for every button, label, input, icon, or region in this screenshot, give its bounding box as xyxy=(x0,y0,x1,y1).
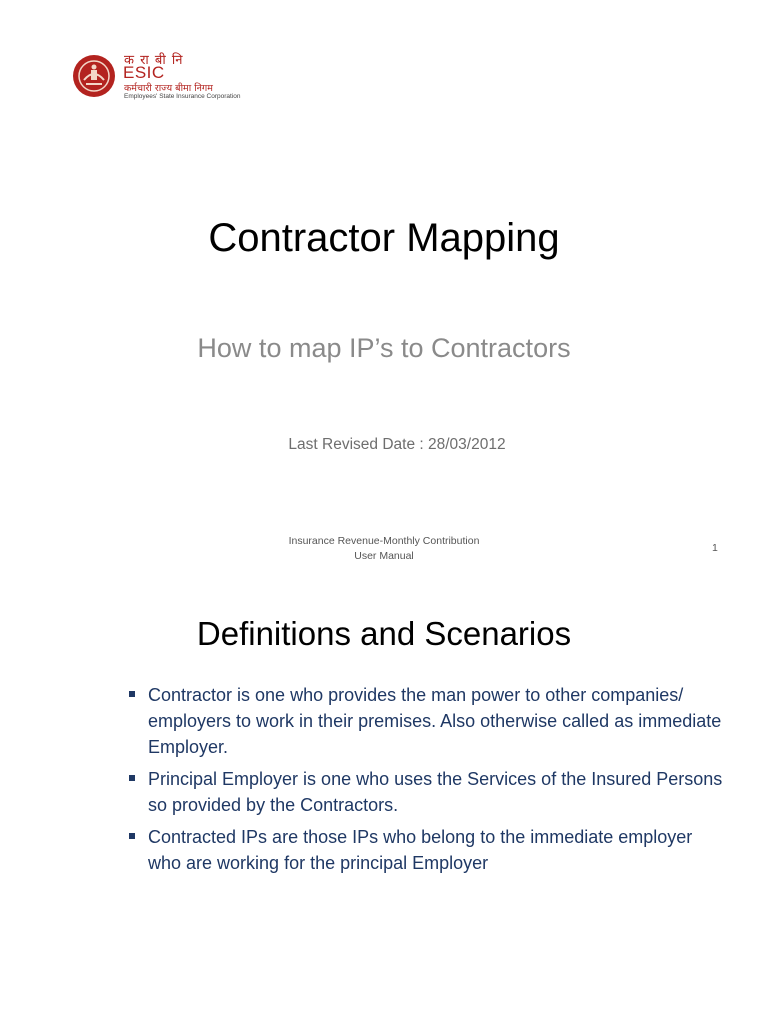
last-revised-date: Last Revised Date : 28/03/2012 xyxy=(288,436,506,453)
list-item-text: Contracted IPs are those IPs who belong to the immediate employer who are working for the principal Employer xyxy=(148,827,693,873)
list-item xyxy=(128,824,728,876)
slide-subtitle: How to map IP’s to Contractors xyxy=(197,333,571,363)
slide-2 xyxy=(0,590,768,1024)
esic-emblem-icon xyxy=(72,54,116,98)
square-bullet-icon xyxy=(129,833,135,839)
footer-line-2: User Manual xyxy=(354,550,414,562)
logo-hindi-name: कर्मचारी राज्य बीमा निगम xyxy=(124,83,213,94)
slide-footer xyxy=(250,534,518,564)
esic-logo xyxy=(72,50,272,102)
logo-english-name: Employees' State Insurance Corporation xyxy=(124,93,241,100)
square-bullet-icon xyxy=(129,691,135,697)
page-number: 1 xyxy=(712,542,718,554)
logo-hindi-abbreviation: क रा बी नि xyxy=(124,53,184,68)
logo-abbreviation: ESIC xyxy=(123,63,165,82)
footer-line-1: Insurance Revenue-Monthly Contribution xyxy=(288,535,480,547)
list-item xyxy=(128,682,728,760)
section-heading: Definitions and Scenarios xyxy=(196,615,572,652)
slide-title: Contractor Mapping xyxy=(208,216,560,260)
square-bullet-icon xyxy=(129,775,135,781)
definitions-list xyxy=(128,682,728,882)
list-item xyxy=(128,766,728,818)
list-item-text: Contractor is one who provides the man power to other companies/ employers to work in their premises. Also otherwise called as immediate Employer. xyxy=(148,685,722,757)
list-item-text: Principal Employer is one who uses the Services of the Insured Persons so provided by the Contractors. xyxy=(148,769,723,815)
